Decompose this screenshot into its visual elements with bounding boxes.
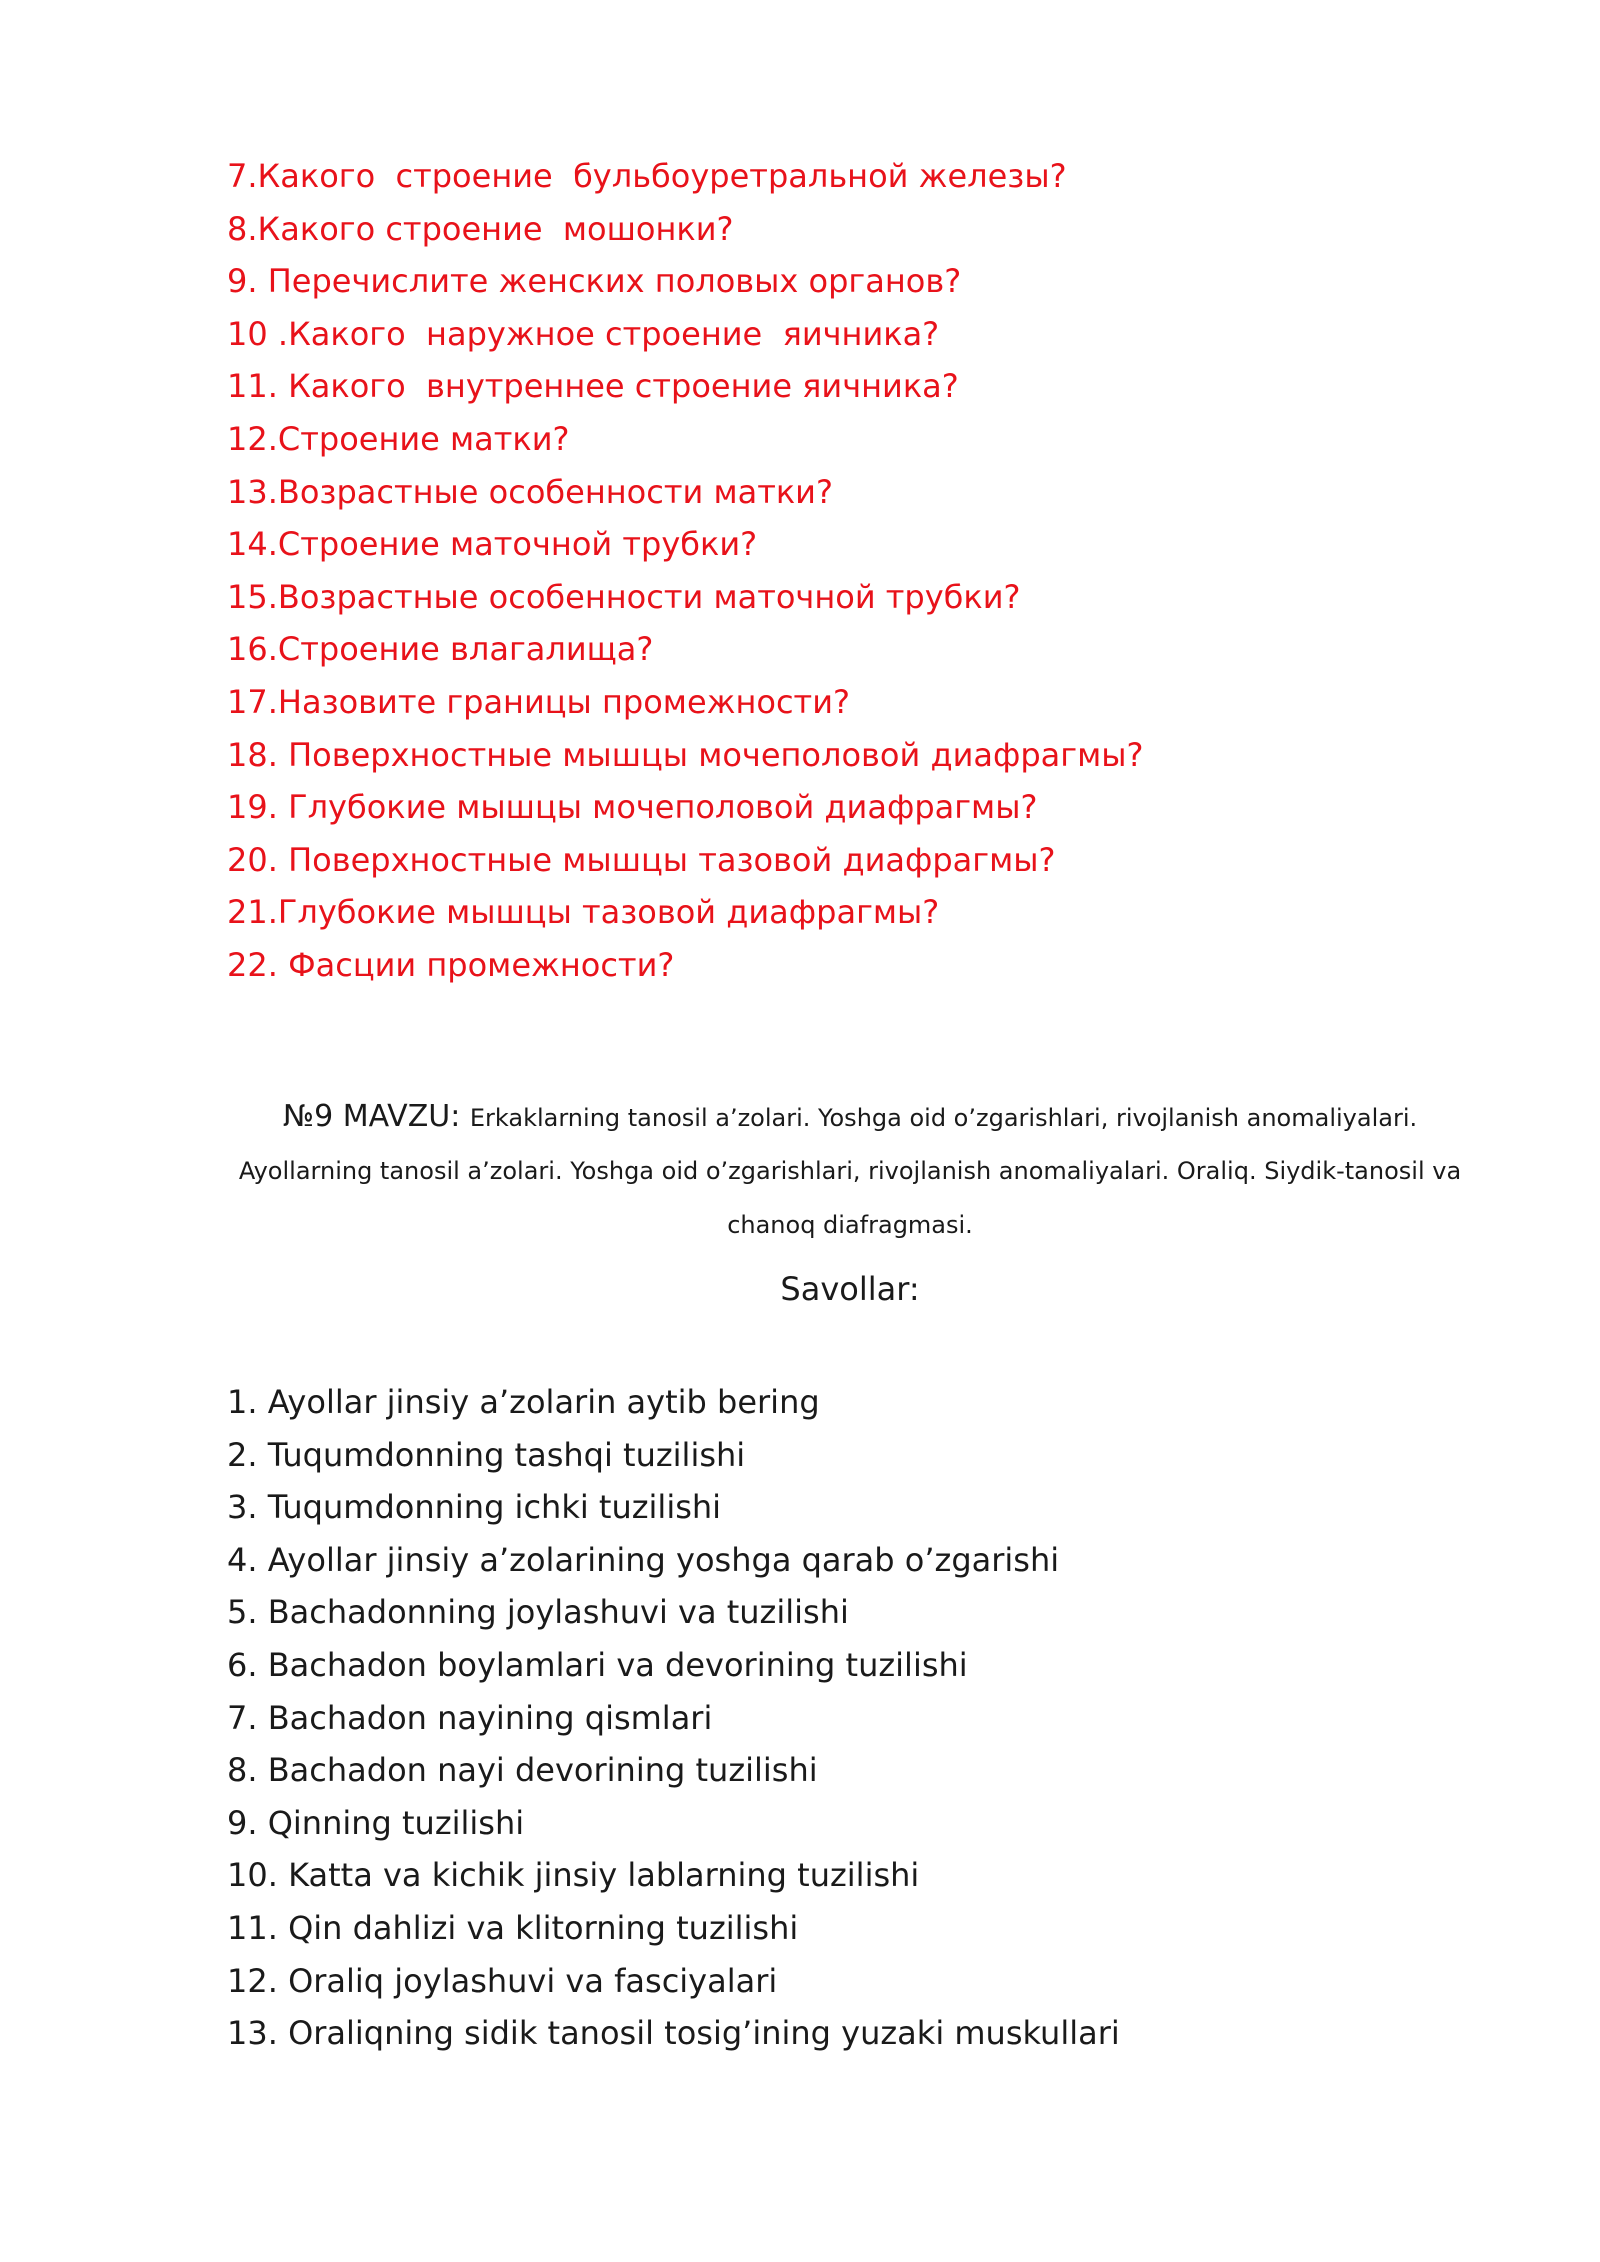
list-item: 4. Ayollar jinsiy a’zolarining yoshga qarab o’zgarishi: [227, 1540, 1060, 1579]
list-item: 5. Bachadonning joylashuvi va tuzilishi: [227, 1593, 849, 1632]
list-item: 15.Возрастные особенности маточной трубки?: [227, 577, 1021, 616]
list-item: 8.Какого строение мошонки?: [227, 209, 734, 248]
topic-line-2: Ayollarning tanosil a’zolari. Yoshga oid o’zgarishlari, rivojlanish anomaliyalari. Oraliq. Siydik-tanosil va: [238, 1157, 1462, 1185]
questions-heading: Savollar:: [780, 1270, 920, 1308]
list-item: 1. Ayollar jinsiy a’zolarin aytib bering: [227, 1383, 820, 1421]
list-item: 22. Фасции промежности?: [227, 945, 675, 984]
list-item: 12. Oraliq joylashuvi va fasciyalari: [227, 1961, 778, 2000]
list-item: 7.Какого строение бульбоуретральной железы?: [227, 157, 1067, 195]
topic-line-3: chanoq diafragmasi.: [727, 1211, 973, 1239]
list-item: 21.Глубокие мышцы тазовой диафрагмы?: [227, 893, 940, 932]
topic-heading: [200, 1090, 1500, 1252]
list-item: 16.Строение влагалища?: [227, 630, 654, 669]
list-item: 20. Поверхностные мышцы тазовой диафрагмы?: [227, 840, 1056, 879]
list-item: 8. Bachadon nayi devorining tuzilishi: [227, 1751, 818, 1790]
list-item: 10. Katta va kichik jinsiy lablarning tuzilishi: [227, 1856, 920, 1895]
list-item: 9. Qinning tuzilishi: [227, 1803, 525, 1842]
topic-line-1: [200, 1090, 1500, 1144]
list-item: 7. Bachadon nayining qismlari: [227, 1698, 713, 1737]
list-item: 11. Qin dahlizi va klitorning tuzilishi: [227, 1908, 799, 1947]
list-item: 12.Строение матки?: [227, 419, 570, 458]
list-item: 14.Строение маточной трубки?: [227, 525, 758, 564]
list-item: 13.Возрастные особенности матки?: [227, 472, 833, 511]
topic-label: №9 MAVZU:: [282, 1099, 470, 1134]
list-item: 9. Перечислите женских половых органов?: [227, 262, 962, 301]
list-item: 10 .Какого наружное строение яичника?: [227, 314, 940, 353]
list-item: 6. Bachadon boylamlari va devorining tuzilishi: [227, 1645, 968, 1684]
list-item: 13. Oraliqning sidik tanosil tosig’ining yuzaki muskullari: [227, 2014, 1120, 2053]
list-item: 11. Какого внутреннее строение яичника?: [227, 367, 959, 406]
topic-text-1: Erkaklarning tanosil a’zolari. Yoshga oid o’zgarishlari, rivojlanish anomaliyalari.: [469, 1104, 1418, 1132]
list-item: 2. Tuqumdonning tashqi tuzilishi: [227, 1435, 746, 1474]
list-item: 17.Назовите границы промежности?: [227, 682, 850, 721]
list-item: 18. Поверхностные мышцы мочеполовой диафрагмы?: [227, 735, 1144, 774]
list-item: 3. Tuqumdonning ichki tuzilishi: [227, 1488, 722, 1527]
uzbek-questions-list: [227, 1376, 1120, 2060]
russian-questions-list: [227, 150, 1143, 992]
list-item: 19. Глубокие мышцы мочеполовой диафрагмы?: [227, 788, 1038, 827]
